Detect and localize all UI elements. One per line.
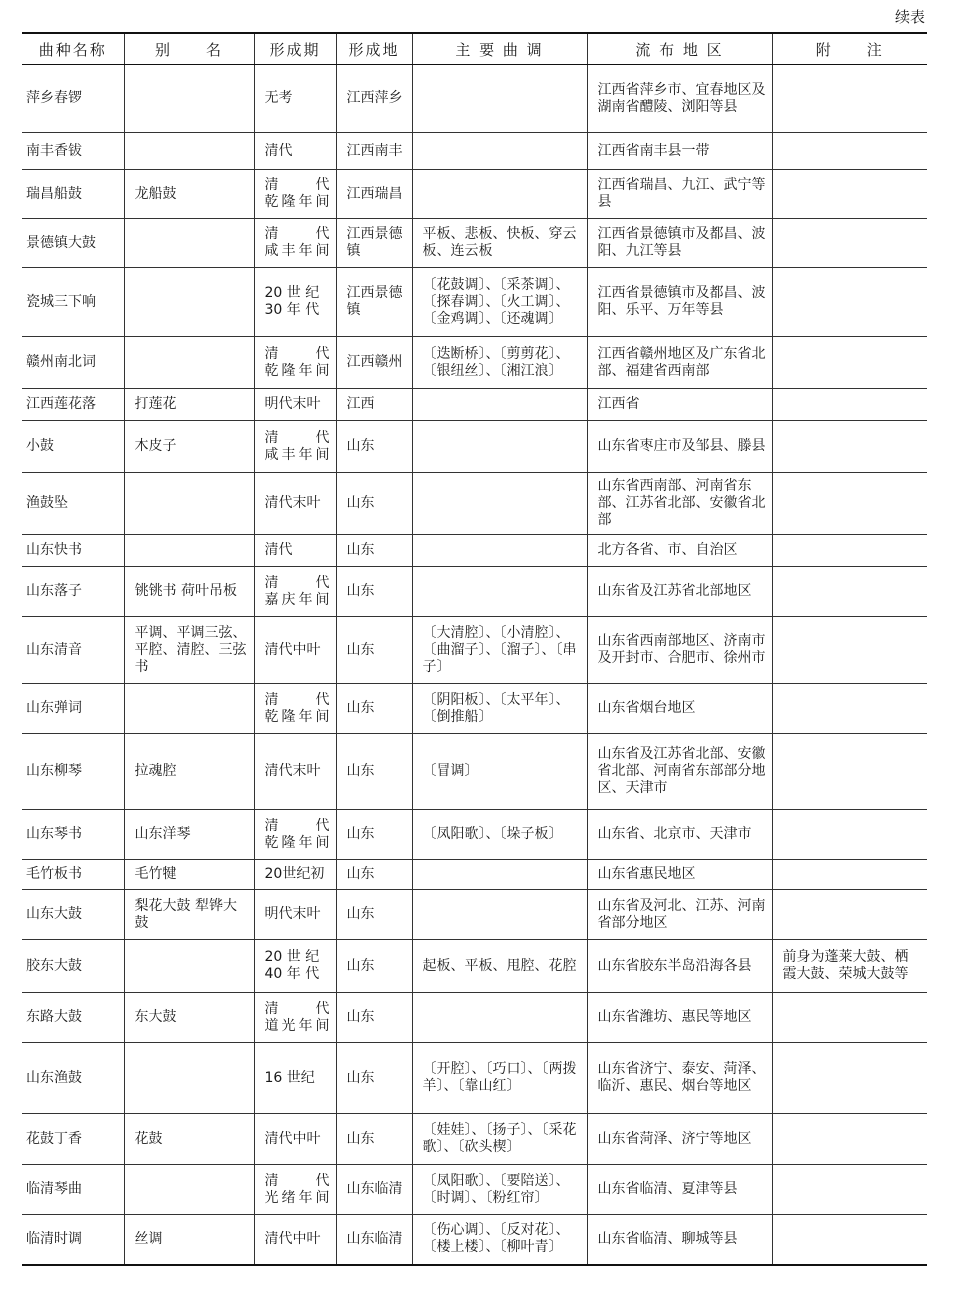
genre-name-cell: 南丰香钹 [22, 133, 124, 170]
place-cell: 山东临清 [336, 1215, 412, 1265]
table-row [22, 993, 927, 1043]
place-cell: 江西 [336, 389, 412, 421]
place-cell: 山东 [336, 993, 412, 1043]
tunes-cell [412, 473, 587, 535]
place-cell: 山东 [336, 535, 412, 567]
period-cell: 清 代 乾隆年间 [254, 684, 336, 734]
area-cell: 山东省胶东半岛沿海各县 [587, 940, 772, 993]
period-cell: 清代中叶 [254, 617, 336, 684]
area-cell: 山东省潍坊、惠民等地区 [587, 993, 772, 1043]
note-cell [772, 1114, 927, 1165]
genre-name-cell: 胶东大鼓 [22, 940, 124, 993]
place-cell: 山东 [336, 940, 412, 993]
header-period: 形成期 [254, 33, 336, 65]
period-cell: 清 代 道光年间 [254, 993, 336, 1043]
note-cell [772, 389, 927, 421]
header-alias: 别 名 [124, 33, 254, 65]
tunes-cell [412, 133, 587, 170]
alias-cell [124, 1165, 254, 1215]
alias-cell: 东大鼓 [124, 993, 254, 1043]
place-cell: 山东 [336, 567, 412, 617]
place-cell: 山东 [336, 890, 412, 940]
period-cell: 清 代 乾隆年间 [254, 337, 336, 389]
place-cell: 山东 [336, 860, 412, 890]
place-cell: 山东 [336, 1114, 412, 1165]
alias-cell: 花鼓 [124, 1114, 254, 1165]
note-cell [772, 684, 927, 734]
genre-name-cell: 山东渔鼓 [22, 1043, 124, 1114]
place-cell: 江西景德镇 [336, 268, 412, 337]
table-row [22, 473, 927, 535]
note-cell [772, 734, 927, 810]
alias-cell: 铫铫书 荷叶吊板 [124, 567, 254, 617]
period-cell: 清代中叶 [254, 1215, 336, 1265]
genre-name-cell: 山东弹词 [22, 684, 124, 734]
note-cell [772, 567, 927, 617]
table-row [22, 734, 927, 810]
header-main-tunes: 主 要 曲 调 [412, 33, 587, 65]
period-cell: 无考 [254, 65, 336, 133]
tunes-cell: 〔阴阳板〕、〔太平年〕、〔倒推船〕 [412, 684, 587, 734]
note-cell [772, 170, 927, 219]
area-cell: 山东省西南部、河南省东部、江苏省北部、安徽省北部 [587, 473, 772, 535]
area-cell: 北方各省、市、自治区 [587, 535, 772, 567]
genre-name-cell: 山东柳琴 [22, 734, 124, 810]
header-notes: 附 注 [772, 33, 927, 65]
alias-cell: 平调、平调三弦、平腔、清腔、三弦书 [124, 617, 254, 684]
period-cell: 清 代 咸丰年间 [254, 219, 336, 268]
alias-cell [124, 473, 254, 535]
table-row [22, 940, 927, 993]
table-row [22, 337, 927, 389]
alias-cell [124, 337, 254, 389]
period-cell: 20 世 纪 30 年 代 [254, 268, 336, 337]
genre-name-cell: 临清琴曲 [22, 1165, 124, 1215]
alias-cell [124, 219, 254, 268]
note-cell [772, 219, 927, 268]
table-row [22, 219, 927, 268]
header-distribution-area: 流 布 地 区 [587, 33, 772, 65]
period-cell: 清代末叶 [254, 473, 336, 535]
place-cell: 山东 [336, 617, 412, 684]
tunes-cell [412, 65, 587, 133]
note-cell [772, 1165, 927, 1215]
header-place: 形成地 [336, 33, 412, 65]
alias-cell [124, 684, 254, 734]
alias-cell: 拉魂腔 [124, 734, 254, 810]
genre-name-cell: 东路大鼓 [22, 993, 124, 1043]
continued-label: 续表 [894, 8, 925, 26]
genre-name-cell: 毛竹板书 [22, 860, 124, 890]
tunes-cell: 〔娃娃〕、〔扬子〕、〔采花歌〕、〔砍头楔〕 [412, 1114, 587, 1165]
table-row [22, 567, 927, 617]
period-cell: 明代末叶 [254, 890, 336, 940]
table-row [22, 65, 927, 133]
period-cell: 清 代 乾隆年间 [254, 810, 336, 860]
table-row [22, 617, 927, 684]
note-cell [772, 1215, 927, 1265]
tunes-cell [412, 170, 587, 219]
area-cell: 山东省临清、聊城等县 [587, 1215, 772, 1265]
note-cell [772, 810, 927, 860]
table-row [22, 389, 927, 421]
genre-name-cell: 山东大鼓 [22, 890, 124, 940]
place-cell: 山东 [336, 684, 412, 734]
area-cell: 山东省临清、夏津等县 [587, 1165, 772, 1215]
area-cell: 山东省及河北、江苏、河南省部分地区 [587, 890, 772, 940]
tunes-cell [412, 993, 587, 1043]
area-cell: 山东省枣庄市及邹县、滕县 [587, 421, 772, 473]
genre-name-cell: 景德镇大鼓 [22, 219, 124, 268]
table-row [22, 1043, 927, 1114]
note-cell [772, 1043, 927, 1114]
opera-genre-table [22, 32, 927, 1266]
genre-name-cell: 山东清音 [22, 617, 124, 684]
note-cell [772, 993, 927, 1043]
alias-cell [124, 65, 254, 133]
area-cell: 山东省菏泽、济宁等地区 [587, 1114, 772, 1165]
place-cell: 江西瑞昌 [336, 170, 412, 219]
note-cell [772, 535, 927, 567]
alias-cell: 毛竹犍 [124, 860, 254, 890]
alias-cell: 山东洋琴 [124, 810, 254, 860]
tunes-cell [412, 890, 587, 940]
note-cell [772, 133, 927, 170]
tunes-cell [412, 421, 587, 473]
period-cell: 20 世 纪 40 年 代 [254, 940, 336, 993]
tunes-cell: 〔凤阳歌〕、〔垛子板〕 [412, 810, 587, 860]
period-cell: 清 代 咸丰年间 [254, 421, 336, 473]
area-cell: 山东省烟台地区 [587, 684, 772, 734]
area-cell: 山东省、北京市、天津市 [587, 810, 772, 860]
area-cell: 山东省惠民地区 [587, 860, 772, 890]
alias-cell [124, 535, 254, 567]
table-row [22, 170, 927, 219]
genre-name-cell: 山东琴书 [22, 810, 124, 860]
table-row [22, 1114, 927, 1165]
table-row [22, 133, 927, 170]
area-cell: 山东省济宁、泰安、菏泽、临沂、惠民、烟台等地区 [587, 1043, 772, 1114]
genre-name-cell: 赣州南北词 [22, 337, 124, 389]
alias-cell [124, 1043, 254, 1114]
genre-name-cell: 山东快书 [22, 535, 124, 567]
alias-cell [124, 133, 254, 170]
tunes-cell [412, 389, 587, 421]
tunes-cell: 〔迭断桥〕、〔剪剪花〕、〔银纽丝〕、〔湘江浪〕 [412, 337, 587, 389]
alias-cell: 木皮子 [124, 421, 254, 473]
area-cell: 江西省赣州地区及广东省北部、福建省西南部 [587, 337, 772, 389]
place-cell: 山东 [336, 1043, 412, 1114]
place-cell: 江西南丰 [336, 133, 412, 170]
note-cell: 前身为蓬莱大鼓、栖霞大鼓、荣城大鼓等 [772, 940, 927, 993]
period-cell: 清代 [254, 535, 336, 567]
table-row [22, 860, 927, 890]
note-cell [772, 337, 927, 389]
area-cell: 山东省及江苏省北部地区 [587, 567, 772, 617]
area-cell: 江西省景德镇市及都昌、波阳、乐平、万年等县 [587, 268, 772, 337]
area-cell: 江西省 [587, 389, 772, 421]
alias-cell: 龙船鼓 [124, 170, 254, 219]
alias-cell: 梨花大鼓 犁铧大鼓 [124, 890, 254, 940]
tunes-cell: 〔伤心调〕、〔反对花〕、〔楼上楼〕、〔柳叶青〕 [412, 1215, 587, 1265]
note-cell [772, 65, 927, 133]
genre-name-cell: 临清时调 [22, 1215, 124, 1265]
genre-name-cell: 小鼓 [22, 421, 124, 473]
place-cell: 山东 [336, 734, 412, 810]
genre-name-cell: 山东落子 [22, 567, 124, 617]
table-row [22, 810, 927, 860]
tunes-cell [412, 535, 587, 567]
genre-name-cell: 渔鼓坠 [22, 473, 124, 535]
alias-cell [124, 940, 254, 993]
genre-name-cell: 江西莲花落 [22, 389, 124, 421]
genre-name-cell: 萍乡春锣 [22, 65, 124, 133]
period-cell: 清代末叶 [254, 734, 336, 810]
area-cell: 山东省西南部地区、济南市及开封市、合肥市、徐州市 [587, 617, 772, 684]
alias-cell [124, 268, 254, 337]
area-cell: 江西省南丰县一带 [587, 133, 772, 170]
tunes-cell: 〔凤阳歌〕、〔要陪送〕、〔时调〕、〔粉红帘〕 [412, 1165, 587, 1215]
header-row [22, 33, 927, 65]
tunes-cell [412, 860, 587, 890]
note-cell [772, 617, 927, 684]
table-row [22, 1165, 927, 1215]
place-cell: 江西景德镇 [336, 219, 412, 268]
place-cell: 江西萍乡 [336, 65, 412, 133]
genre-name-cell: 瓷城三下响 [22, 268, 124, 337]
place-cell: 山东 [336, 473, 412, 535]
period-cell: 16 世纪 [254, 1043, 336, 1114]
table-row [22, 1215, 927, 1265]
genre-name-cell: 花鼓丁香 [22, 1114, 124, 1165]
tunes-cell: 起板、平板、甩腔、花腔 [412, 940, 587, 993]
table-row [22, 684, 927, 734]
note-cell [772, 421, 927, 473]
note-cell [772, 268, 927, 337]
table-row [22, 421, 927, 473]
alias-cell: 丝调 [124, 1215, 254, 1265]
tunes-cell: 〔花鼓调〕、〔采茶调〕、〔探春调〕、〔火工调〕、〔金鸡调〕、〔还魂调〕 [412, 268, 587, 337]
place-cell: 江西赣州 [336, 337, 412, 389]
tunes-cell [412, 567, 587, 617]
area-cell: 江西省萍乡市、宜春地区及湖南省醴陵、浏阳等县 [587, 65, 772, 133]
tunes-cell: 〔冒调〕 [412, 734, 587, 810]
period-cell: 清 代 光绪年间 [254, 1165, 336, 1215]
note-cell [772, 473, 927, 535]
note-cell [772, 890, 927, 940]
place-cell: 山东临清 [336, 1165, 412, 1215]
period-cell: 清 代 乾隆年间 [254, 170, 336, 219]
header-genre-name: 曲种名称 [22, 33, 124, 65]
area-cell: 江西省景德镇市及都昌、波阳、九江等县 [587, 219, 772, 268]
tunes-cell: 〔大清腔〕、〔小清腔〕、〔曲溜子〕、〔溜子〕、〔串子〕 [412, 617, 587, 684]
period-cell: 清代中叶 [254, 1114, 336, 1165]
place-cell: 山东 [336, 810, 412, 860]
note-cell [772, 860, 927, 890]
tunes-cell: 平板、悲板、快板、穿云板、连云板 [412, 219, 587, 268]
period-cell: 清代 [254, 133, 336, 170]
table-row [22, 268, 927, 337]
place-cell: 山东 [336, 421, 412, 473]
alias-cell: 打莲花 [124, 389, 254, 421]
genre-name-cell: 瑞昌船鼓 [22, 170, 124, 219]
area-cell: 山东省及江苏省北部、安徽省北部、河南省东部部分地区、天津市 [587, 734, 772, 810]
table-row [22, 535, 927, 567]
tunes-cell: 〔开腔〕、〔巧口〕、〔两拨羊〕、〔靠山红〕 [412, 1043, 587, 1114]
period-cell: 20世纪初 [254, 860, 336, 890]
area-cell: 江西省瑞昌、九江、武宁等县 [587, 170, 772, 219]
table-row [22, 890, 927, 940]
period-cell: 明代末叶 [254, 389, 336, 421]
period-cell: 清 代 嘉庆年间 [254, 567, 336, 617]
